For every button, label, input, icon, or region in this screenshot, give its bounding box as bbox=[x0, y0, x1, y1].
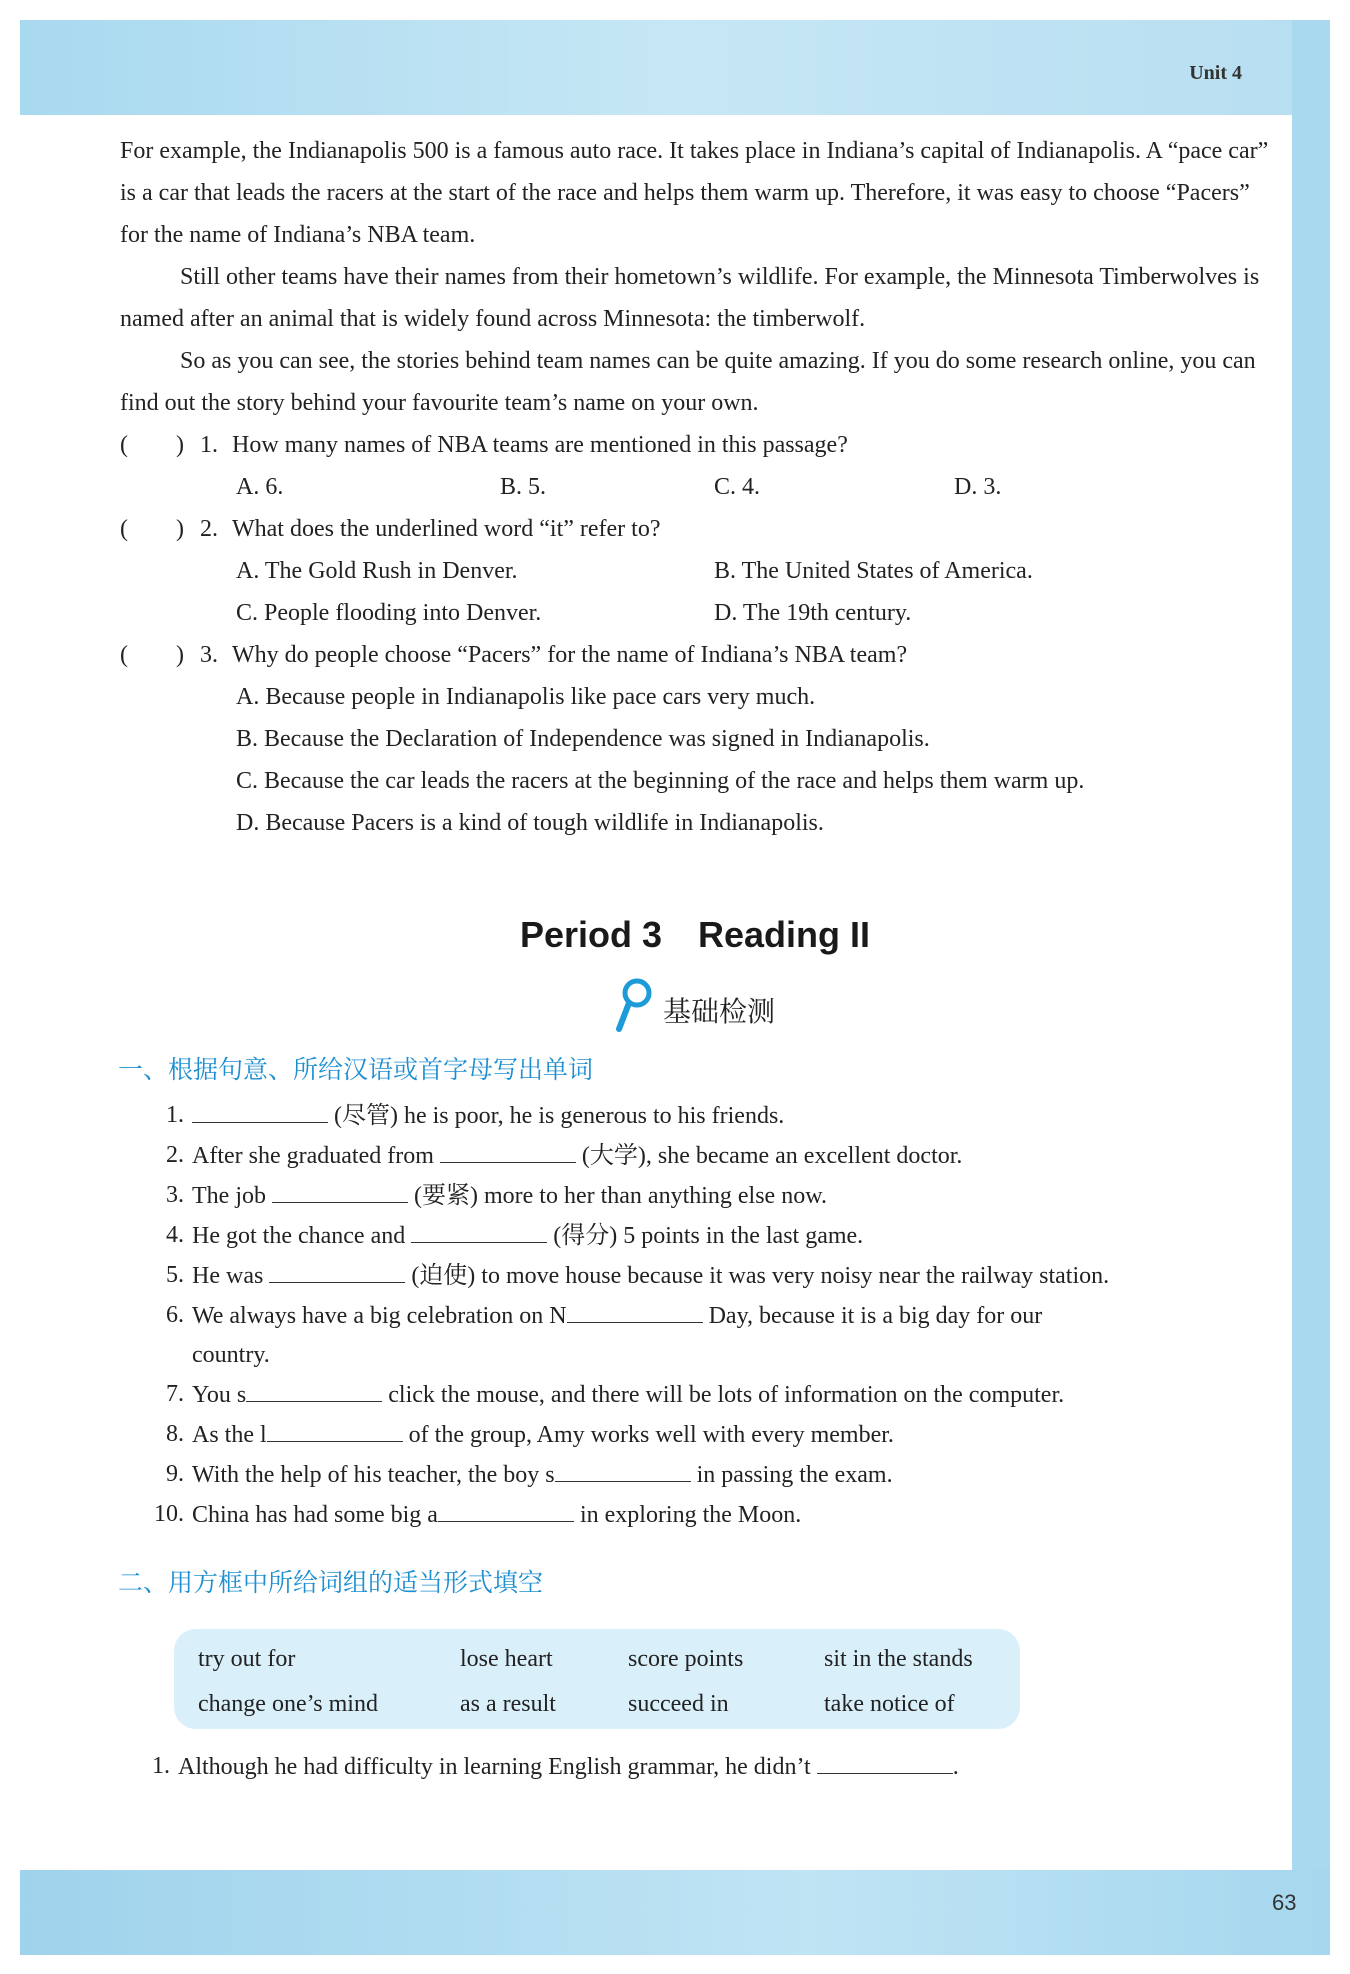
question-text: Why do people choose “Pacers” for the name of Indiana’s NBA team? bbox=[232, 642, 908, 668]
passage-paragraph: For example, the Indianapolis 500 is a famous auto race. It takes place in Indiana’s capital of Indianapolis. A “pace car” is a car that leads the racers at the start of the race and helps them warm up. Therefore, it was easy to choose “Pacers” for the name of Indiana’s NBA team. bbox=[120, 138, 1269, 248]
item-text-before: As the l bbox=[192, 1422, 267, 1448]
answer-blank[interactable] bbox=[817, 1747, 953, 1774]
item-number: 10. bbox=[154, 1501, 184, 1527]
answer-blank[interactable] bbox=[567, 1296, 703, 1323]
basic-check-badge bbox=[120, 982, 1270, 1042]
exercise-item bbox=[120, 1336, 1270, 1375]
exercise-item bbox=[120, 1375, 1270, 1415]
unit-label: Unit 4 bbox=[1189, 62, 1242, 84]
option: A. Because people in Indianapolis like pace cars very much. bbox=[236, 684, 816, 710]
exercise-item bbox=[120, 1415, 1270, 1455]
magnifier-icon bbox=[615, 977, 655, 1047]
option: B. The United States of America. bbox=[714, 558, 1033, 584]
word-phrase: change one’s mind bbox=[198, 1691, 378, 1717]
answer-blank[interactable] bbox=[269, 1256, 405, 1283]
option: D. 3. bbox=[954, 474, 1002, 500]
item-text-after: in passing the exam. bbox=[696, 1462, 893, 1488]
item-text-before: With the help of his teacher, the boy s bbox=[192, 1462, 555, 1488]
exercise-item bbox=[120, 1495, 1270, 1535]
section-heading: 二、用方框中所给词组的适当形式填空 bbox=[118, 1568, 544, 1597]
option: C. People flooding into Denver. bbox=[236, 600, 542, 626]
answer-bracket[interactable]: ( ) bbox=[120, 432, 184, 458]
footer-band bbox=[20, 1870, 1330, 1955]
item-number: 8. bbox=[166, 1421, 184, 1447]
question bbox=[120, 634, 1270, 676]
question-number: 3. bbox=[200, 642, 218, 668]
word-phrase: as a result bbox=[460, 1691, 556, 1717]
answer-blank[interactable] bbox=[440, 1136, 576, 1163]
answer-blank[interactable] bbox=[555, 1455, 691, 1482]
item-text-after: (迫使) to move house because it was very noisy near the railway station. bbox=[411, 1263, 1110, 1289]
question-text: How many names of NBA teams are mentioned in this passage? bbox=[232, 432, 848, 458]
exercise-item bbox=[120, 1455, 1270, 1495]
option: B. 5. bbox=[500, 474, 547, 500]
options-row bbox=[120, 760, 1270, 802]
option: D. Because Pacers is a kind of tough wildlife in Indianapolis. bbox=[236, 810, 824, 836]
option: A. 6. bbox=[236, 474, 284, 500]
item-text-before: We always have a big celebration on N bbox=[192, 1303, 567, 1329]
item-number: 4. bbox=[166, 1222, 184, 1248]
item-number: 1. bbox=[166, 1102, 184, 1128]
badge-label: 基础检测 bbox=[662, 995, 775, 1028]
option: C. Because the car leads the racers at the beginning of the race and helps them warm up. bbox=[236, 768, 1085, 794]
item-text-after: (尽管) he is poor, he is generous to his friends. bbox=[334, 1103, 785, 1129]
exercise-item bbox=[120, 1176, 1270, 1216]
item-number: 3. bbox=[166, 1182, 184, 1208]
exercise-item bbox=[120, 1747, 1270, 1787]
option: A. The Gold Rush in Denver. bbox=[236, 558, 518, 584]
section1-items bbox=[120, 1096, 1270, 1535]
item-text-after: click the mouse, and there will be lots of information on the computer. bbox=[388, 1382, 1065, 1408]
question-text: What does the underlined word “it” refer to? bbox=[232, 516, 661, 542]
options-row bbox=[120, 550, 1270, 592]
answer-bracket[interactable]: ( ) bbox=[120, 642, 184, 668]
question bbox=[120, 424, 1270, 466]
word-phrase: lose heart bbox=[460, 1646, 553, 1672]
word-box bbox=[174, 1629, 1020, 1729]
header-band bbox=[20, 20, 1330, 115]
exercise-item bbox=[120, 1296, 1270, 1336]
option: B. Because the Declaration of Independence was signed in Indianapolis. bbox=[236, 726, 930, 752]
item-number bbox=[120, 1336, 192, 1375]
item-number: 2. bbox=[166, 1142, 184, 1168]
answer-bracket[interactable]: ( ) bbox=[120, 516, 184, 542]
passage-paragraph: So as you can see, the stories behind team names can be quite amazing. If you do some research online, you can find out the story behind your favourite team’s name on your own. bbox=[120, 348, 1256, 416]
options-row bbox=[120, 802, 1270, 844]
section-heading: 一、根据句意、所给汉语或首字母写出单词 bbox=[118, 1055, 594, 1084]
page-number: 63 bbox=[1272, 1890, 1297, 1915]
item-text-before: The job bbox=[192, 1183, 272, 1209]
page-content bbox=[120, 130, 1270, 1787]
answer-blank[interactable] bbox=[438, 1495, 574, 1522]
right-band bbox=[1292, 20, 1330, 1955]
question bbox=[120, 508, 1270, 550]
period-subject: Reading II bbox=[698, 914, 871, 955]
answer-blank[interactable] bbox=[272, 1176, 408, 1203]
options-row bbox=[120, 676, 1270, 718]
answer-blank[interactable] bbox=[192, 1096, 328, 1123]
item-number: 1. bbox=[152, 1753, 170, 1779]
item-text-before: He got the chance and bbox=[192, 1223, 412, 1249]
question-number: 2. bbox=[200, 516, 218, 542]
answer-blank[interactable] bbox=[411, 1216, 547, 1243]
period-title bbox=[120, 910, 1270, 960]
item-text-before: China has had some big a bbox=[192, 1502, 438, 1528]
item-text-after: (得分) 5 points in the last game. bbox=[553, 1223, 864, 1249]
answer-blank[interactable] bbox=[267, 1415, 403, 1442]
item-number: 5. bbox=[166, 1262, 184, 1288]
exercise-item bbox=[120, 1216, 1270, 1256]
option: D. The 19th century. bbox=[714, 600, 912, 626]
exercise-item bbox=[120, 1256, 1270, 1296]
item-number: 7. bbox=[166, 1381, 184, 1407]
word-phrase: try out for bbox=[198, 1646, 296, 1672]
item-number: 9. bbox=[166, 1461, 184, 1487]
item-text-after: Day, because it is a big day for our bbox=[708, 1303, 1043, 1329]
exercise-item bbox=[120, 1096, 1270, 1136]
item-number: 6. bbox=[166, 1302, 184, 1328]
passage-paragraph: Still other teams have their names from their hometown’s wildlife. For example, the Minnesota Timberwolves is named after an animal that is widely found across Minnesota: the timberwolf. bbox=[120, 264, 1260, 332]
item-text-before: You s bbox=[192, 1382, 247, 1408]
item-text-after: (大学), she became an excellent doctor. bbox=[581, 1143, 963, 1169]
item-text-before: After she graduated from bbox=[192, 1143, 440, 1169]
item-text-before: Although he had difficulty in learning English grammar, he didn’t bbox=[178, 1754, 817, 1780]
item-text-continued: country. bbox=[192, 1342, 270, 1368]
period-number: Period 3 bbox=[519, 914, 663, 955]
item-text-after: (要紧) more to her than anything else now. bbox=[413, 1183, 827, 1209]
item-text-after: of the group, Amy works well with every member. bbox=[408, 1422, 894, 1448]
word-phrase: sit in the stands bbox=[824, 1646, 973, 1672]
answer-blank[interactable] bbox=[246, 1375, 382, 1402]
option: C. 4. bbox=[714, 474, 761, 500]
item-text-before: He was bbox=[192, 1263, 270, 1289]
exercise-item bbox=[120, 1136, 1270, 1176]
options-row bbox=[120, 718, 1270, 760]
question-number: 1. bbox=[200, 432, 218, 458]
item-text-after: . bbox=[952, 1754, 959, 1780]
word-phrase: succeed in bbox=[628, 1691, 729, 1717]
word-phrase: take notice of bbox=[824, 1691, 955, 1717]
item-text-after: in exploring the Moon. bbox=[579, 1502, 802, 1528]
options-row bbox=[120, 466, 1270, 508]
word-phrase: score points bbox=[628, 1646, 744, 1672]
options-row bbox=[120, 592, 1270, 634]
